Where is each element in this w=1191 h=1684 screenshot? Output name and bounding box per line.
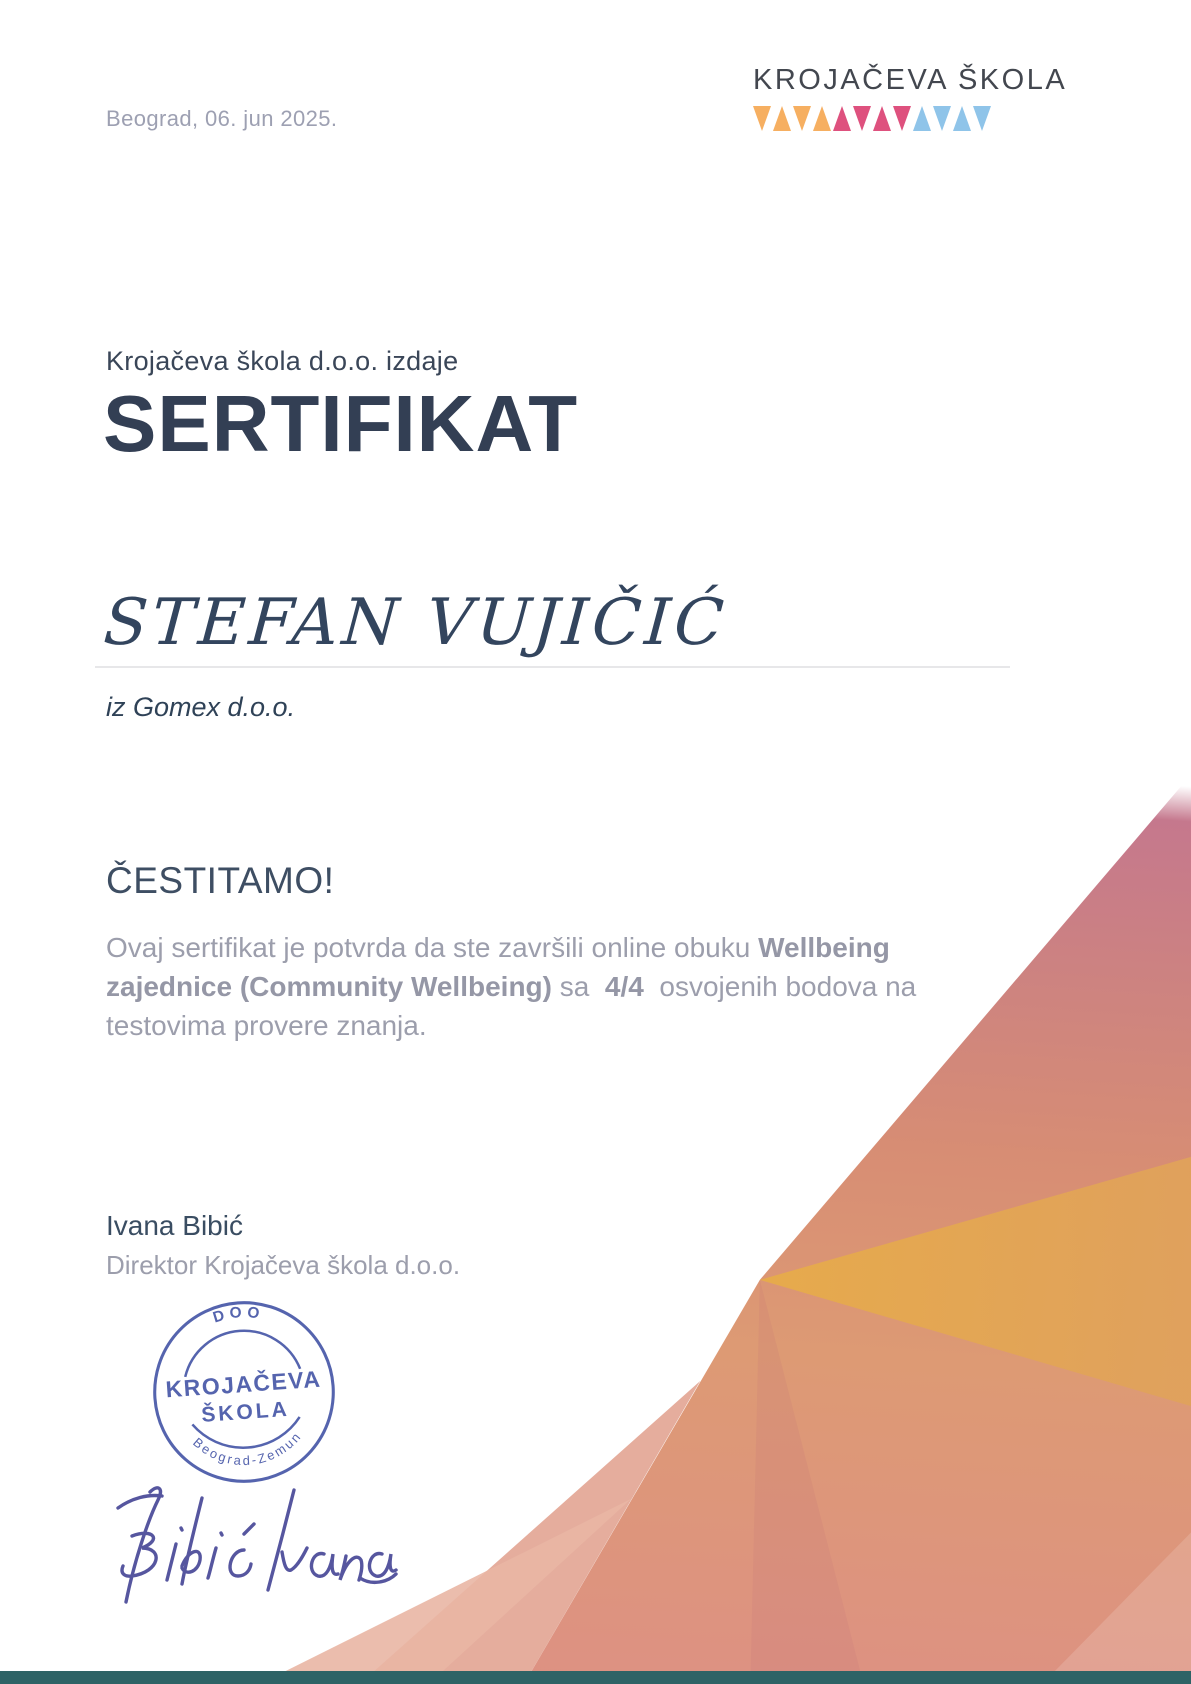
brand-logo: [753, 64, 1089, 131]
logo-triangle: [933, 106, 951, 131]
paragraph-bold-text: zajednice (Community Wellbeing): [106, 971, 552, 1002]
paragraph-bold-text: 4/4: [597, 971, 652, 1002]
stamp-top-text: DOO: [211, 1303, 266, 1327]
logo-triangle: [813, 106, 831, 131]
logo-triangle-strip: [753, 106, 1005, 131]
congrats-heading: ČESTITAMO!: [106, 860, 335, 901]
logo-triangle: [853, 106, 871, 131]
paragraph-bold-text: Wellbeing: [758, 932, 890, 963]
certificate-title: SERTIFIKAT: [103, 379, 579, 468]
brand-wordmark: KROJAČEVA ŠKOLA: [753, 64, 1068, 96]
paragraph-line: [106, 1006, 1006, 1045]
paragraph-line: [106, 928, 1006, 967]
stamp-company-name-2: ŠKOLA: [200, 1397, 291, 1427]
paragraph-text: osvojenih bodova na: [651, 971, 917, 1002]
name-underline: [95, 666, 1010, 668]
logo-triangle: [973, 106, 991, 131]
logo-triangle: [873, 106, 891, 131]
signatory-name: Ivana Bibić: [106, 1210, 243, 1241]
logo-triangle: [893, 106, 911, 131]
paragraph-text: testovima provere znanja.: [106, 1010, 427, 1041]
paragraph-text: sa: [551, 971, 598, 1002]
stamp-company-name: KROJAČEVA: [164, 1365, 323, 1403]
logo-triangle: [773, 106, 791, 131]
recipient-name: STEFAN VUJIČIĆ: [101, 586, 730, 660]
paragraph-text: Ovaj sertifikat je potvrda da ste završili online obuku: [106, 932, 759, 963]
company-stamp: [142, 1290, 347, 1495]
paragraph-line: [106, 967, 1006, 1006]
issuer-line: Krojačeva škola d.o.o. izdaje: [106, 346, 459, 376]
logo-triangle: [953, 106, 971, 131]
logo-triangle: [913, 106, 931, 131]
handwritten-signature: [98, 1478, 398, 1618]
signatory-role: Direktor Krojačeva škola d.o.o.: [106, 1250, 461, 1280]
recipient-company: iz Gomex d.o.o.: [106, 692, 296, 722]
issue-date: Beograd, 06. jun 2025.: [106, 106, 338, 131]
logo-triangle: [793, 106, 811, 131]
footer-accent-bar: [0, 1671, 1191, 1684]
logo-triangle: [753, 106, 771, 131]
logo-triangle: [833, 106, 851, 131]
stamp-city-text: Beograd-Zemun: [190, 1428, 305, 1469]
congrats-paragraph: [106, 928, 1006, 1045]
